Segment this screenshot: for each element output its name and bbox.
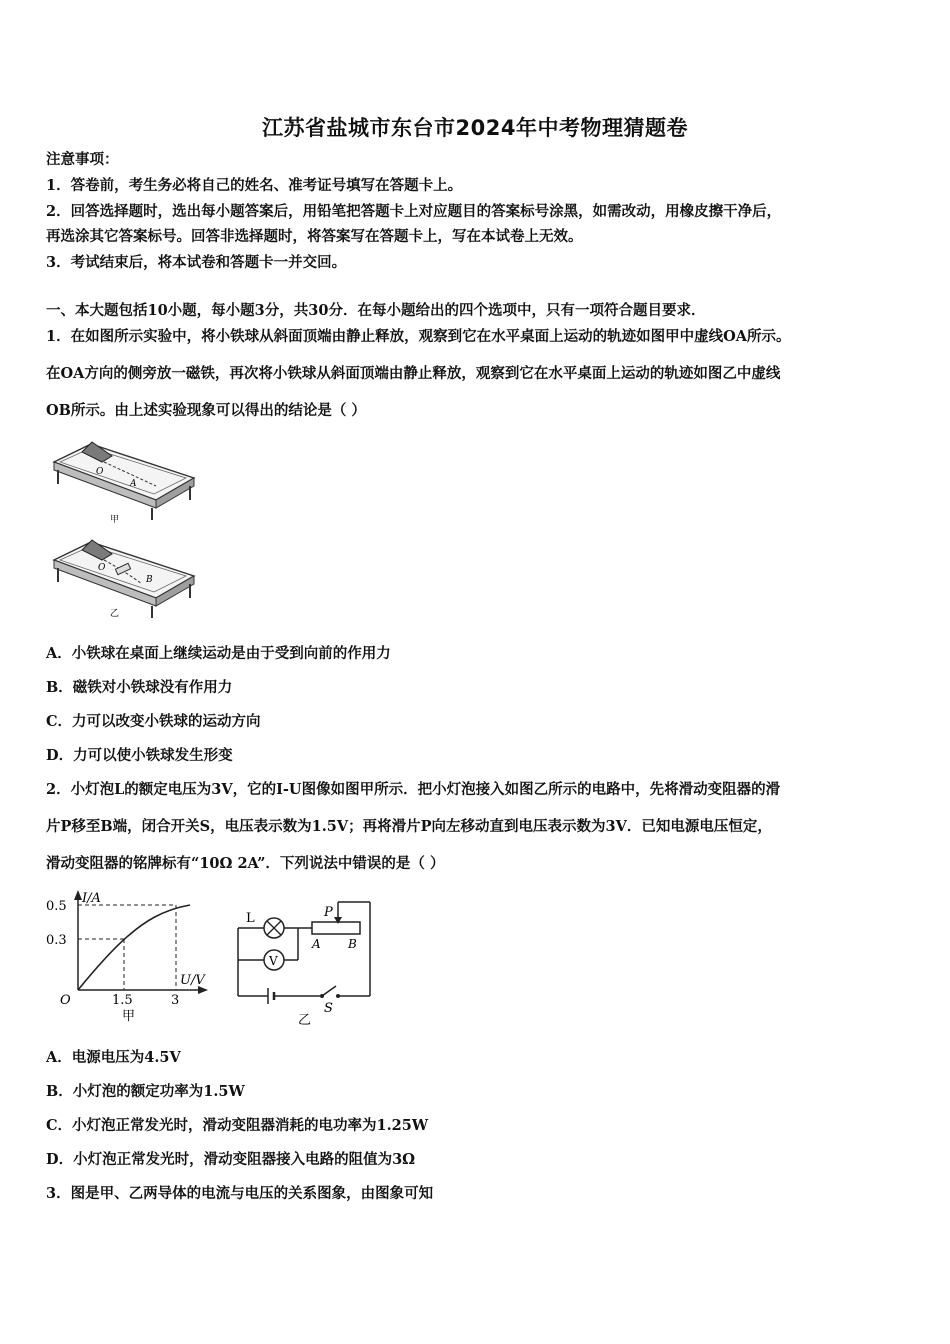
y-tick-03: 0.3 — [46, 933, 67, 948]
q1-figure — [46, 432, 206, 622]
page-title: 江苏省盐城市东台市2024年中考物理猜题卷 — [262, 116, 688, 140]
q2-option-c: C．小灯泡正常发光时，滑动变阻器消耗的电功率为1.25W — [46, 1117, 429, 1134]
section-1-heading: 一、本大题包括10小题，每小题3分，共30分．在每小题给出的四个选项中，只有一项符合题目要求． — [46, 302, 706, 319]
graph-caption: 甲 — [122, 1009, 136, 1024]
circuit-caption: 乙 — [298, 1013, 312, 1028]
notice-item-1: 1．答卷前，考生务必将自己的姓名、准考证号填写在答题卡上。 — [46, 177, 463, 194]
q2-stem-line-1: 2．小灯泡L的额定电压为3V，它的I-U图像如图甲所示．把小灯泡接入如图乙所示的电路中，先将滑动变阻器的滑 — [46, 781, 781, 798]
label-o-jia: O — [96, 467, 104, 477]
x-axis-label: U/V — [180, 973, 205, 988]
q1-option-d: D．力可以使小铁球发生形变 — [46, 747, 233, 764]
label-b: B — [146, 575, 153, 585]
q2-iu-graph — [44, 886, 214, 1026]
voltmeter-label: V — [269, 954, 278, 968]
end-a-label: A — [312, 937, 321, 951]
q1-stem-line-2: 在OA方向的侧旁放一磁铁，再次将小铁球从斜面顶端由静止释放，观察到它在水平桌面上运动的轨迹如图乙中虚线 — [46, 365, 781, 382]
q3-stem-line-1: 3．图是甲、乙两导体的电流与电压的关系图象，由图象可知 — [46, 1185, 434, 1202]
table-yi-illustration — [54, 540, 194, 619]
notice-item-2: 2．回答选择题时，选出每小题答案后，用铅笔把答题卡上对应题目的答案标号涂黑，如需改动，用橡皮擦干净后， — [46, 203, 782, 220]
q1-option-c: C．力可以改变小铁球的运动方向 — [46, 713, 261, 730]
end-b-label: B — [348, 937, 357, 951]
q1-stem-line-3: OB所示。由上述实验现象可以得出的结论是（ ） — [46, 402, 366, 419]
notice-item-2-cont: 再选涂其它答案标号。回答非选择题时，将答案写在答题卡上，写在本试卷上无效。 — [46, 228, 583, 245]
lamp-label: L — [246, 911, 255, 926]
switch-label: S — [324, 1001, 333, 1016]
q2-stem-line-3: 滑动变阻器的铭牌标有“10Ω 2A”．下列说法中错误的是（ ） — [46, 855, 445, 872]
slider-label: P — [324, 905, 333, 920]
x-tick-3: 3 — [171, 993, 180, 1008]
switch-icon — [322, 986, 336, 996]
q1-option-a: A．小铁球在桌面上继续运动是由于受到向前的作用力 — [46, 645, 391, 662]
notice-item-3: 3．考试结束后，将本试卷和答题卡一并交回。 — [46, 254, 347, 271]
label-o-yi: O — [98, 563, 106, 573]
q2-option-a: A．电源电压为4.5V — [46, 1049, 181, 1066]
x-tick-15: 1.5 — [112, 993, 133, 1008]
iu-curve — [78, 905, 190, 990]
q1-stem-line-1: 1．在如图所示实验中，将小铁球从斜面顶端由静止释放，观察到它在水平桌面上运动的轨迹如图甲中虚线OA所示。 — [46, 328, 791, 345]
caption-yi: 乙 — [110, 609, 120, 619]
origin-label: O — [60, 993, 71, 1008]
y-axis-label: I/A — [82, 891, 101, 906]
caption-jia: 甲 — [110, 515, 120, 525]
q2-circuit — [228, 894, 388, 1028]
q2-option-d: D．小灯泡正常发光时，滑动变阻器接入电路的阻值为3Ω — [46, 1151, 416, 1168]
rheostat-icon — [312, 922, 360, 934]
table-jia-illustration — [54, 442, 194, 525]
y-tick-05: 0.5 — [46, 899, 67, 914]
q2-stem-line-2: 片P移至B端，闭合开关S，电压表示数为1.5V；再将滑片P向左移动直到电压表示数为3V．已知电源电压恒定， — [46, 818, 772, 835]
notice-heading: 注意事项： — [46, 151, 119, 168]
q1-option-b: B．磁铁对小铁球没有作用力 — [46, 679, 233, 696]
label-a: A — [130, 479, 137, 489]
q2-option-b: B．小灯泡的额定功率为1.5W — [46, 1083, 245, 1100]
